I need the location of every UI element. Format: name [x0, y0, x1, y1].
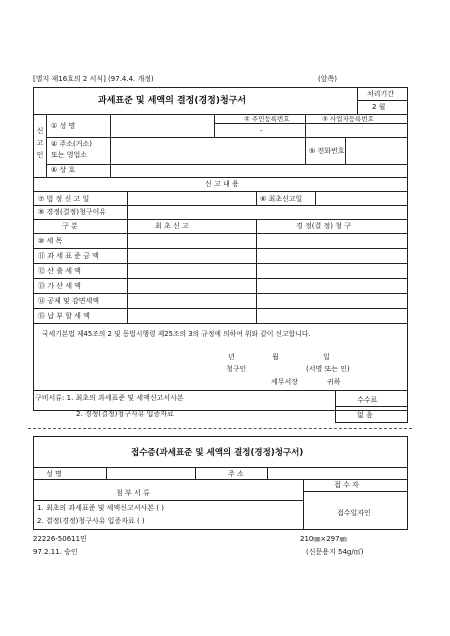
phone-field-label: ⑤ 전화번호	[309, 147, 345, 155]
first-report-date-label: ⑧ 최초신고일	[260, 195, 303, 203]
paper-type: (신문용지 54g/㎡)	[306, 548, 364, 556]
trade-name-label: ⑥ 상 호	[51, 166, 76, 174]
address-field-label: ④ 주소(거소)	[51, 140, 93, 148]
claimant-label: 청구인	[226, 365, 247, 373]
attachment-2-label: 2. 경정(결정)청구사유 입증자료	[76, 410, 174, 418]
receipt-date-stamp-label: 접수일자인	[337, 509, 371, 517]
statutory-date-label: ⑦ 법 정 신 고 일	[38, 195, 90, 203]
business-number-label: ③ 사업자등록번호	[322, 115, 374, 123]
receipt-attachment-1: 1. 최초의 과세표준 및 세액신고서사본 ( )	[37, 504, 164, 512]
page-side-label: (앞쪽)	[318, 75, 337, 83]
table-row-label: ⑭ 공제 및 감면세액	[38, 297, 100, 305]
form-code: 22226-50611민	[33, 535, 87, 543]
date-month-label: 월	[272, 353, 279, 361]
form-reference: [별지 제16호의 2 서식] (97.4.4. 개정)	[33, 75, 154, 83]
date-day-label: 일	[323, 353, 330, 361]
applicant-group-label: 신 고 인	[36, 127, 44, 159]
table-row-label: ⑬ 가 산 세 액	[38, 282, 81, 290]
receipt-name-label: 성 명	[46, 470, 62, 478]
rrn-field-value: -	[260, 127, 263, 135]
report-contents-heading: 신 고 내 용	[205, 180, 239, 188]
tax-office-label: 세무서장	[271, 378, 299, 386]
table-col-first-report: 최 초 신 고	[155, 222, 189, 230]
table-col-item: 구 분	[62, 222, 78, 230]
fee-label: 수수료	[357, 396, 378, 404]
table-row-label: ⑪ 과 세 표 준 금 액	[38, 252, 99, 260]
signature-label: (서명 또는 인)	[306, 365, 350, 373]
honorific-label: 귀하	[327, 378, 341, 386]
processing-period-value: 2 월	[372, 103, 386, 111]
date-year-label: 년	[228, 353, 235, 361]
table-row-label: ⑮ 납 부 할 세 액	[38, 312, 90, 320]
fee-value: 없 음	[357, 411, 373, 419]
form-title: 과세표준 및 세액의 결정(경정)청구서	[98, 96, 247, 106]
claim-reason-label: ⑨ 경정(결정)청구이유	[38, 208, 107, 216]
legal-statement: 국세기본법 제45조의 2 및 동법시행령 제25조의 3의 규정에 의하여 위와 같이 신고합니다.	[42, 330, 311, 338]
table-row-label: ⑩ 세 목	[38, 237, 63, 245]
rrn-field-label: ② 주민등록번호	[244, 115, 290, 123]
table-row-label: ⑫ 산 출 세 액	[38, 267, 81, 275]
name-field-label: ① 성 명	[51, 122, 76, 130]
receipt-title: 접수증(과세표준 및 세액의 결정(경정)청구서)	[131, 448, 304, 458]
address-field-label-2: 또는 영업소	[51, 151, 88, 159]
receiver-label: 접 수 자	[334, 481, 359, 489]
receipt-attachments-heading: 첨 부 서 류	[116, 489, 150, 497]
attachments-label: 구비서류: 1. 최초의 과세표준 및 세액신고서사본	[35, 394, 184, 402]
processing-period-label: 처리기간	[367, 90, 395, 98]
receipt-attachment-2: 2. 결정(경정)청구사유 입증자료 ( )	[37, 517, 145, 525]
receipt-address-label: 주 소	[228, 470, 244, 478]
paper-size: 210㎜×297㎜	[300, 535, 347, 543]
approval-date: 97.2.11. 승인	[33, 548, 78, 556]
table-col-claim: 경 정(결 정) 청 구	[296, 222, 351, 230]
